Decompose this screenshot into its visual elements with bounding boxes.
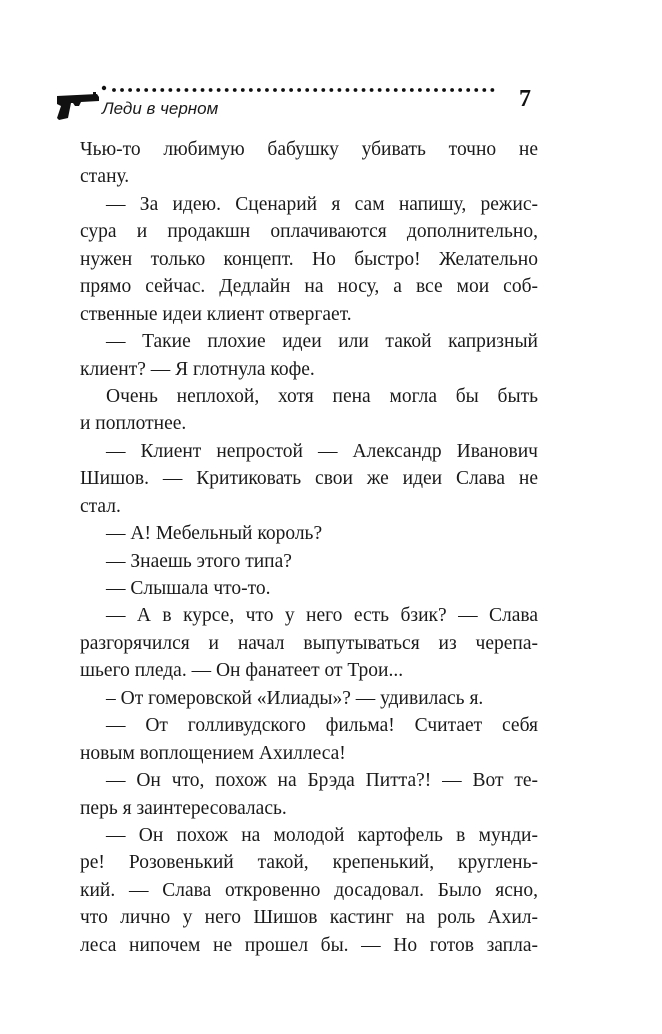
text-line: шьего пледа. — Он фанатеет от Трои... (80, 660, 404, 682)
text-line: новым воплощением Ахиллеса! (80, 742, 346, 764)
text-line: прямо сейчас. Дедлайн на носу, а все мои соб- (80, 276, 538, 298)
text-line: клиент? — Я глотнула кофе. (80, 358, 315, 380)
page-header (0, 0, 662, 130)
text-line: и поплотнее. (80, 413, 187, 435)
text-line: нужен только концепт. Но быстро! Желательно (80, 248, 538, 270)
text-line: перь я заинтересовалась. (80, 797, 287, 819)
text-line: — Слышала что-то. (106, 578, 271, 599)
text-line: Очень неплохой, хотя пена могла бы быть (106, 385, 538, 407)
text-line: сура и продакшн оплачиваются дополнительно, (80, 221, 538, 243)
text-line: — Он что, похож на Брэда Питта?! — Вот те- (106, 770, 538, 792)
running-title: Леди в черном (102, 99, 219, 118)
revolver-icon (55, 92, 101, 122)
text-line: — Знаешь этого типа? (106, 550, 292, 572)
text-line: — А в курсе, что у него есть бзик? — Слава (106, 605, 538, 627)
text-line: кий. — Слава откровенно досадовал. Было ясно, (80, 879, 538, 901)
text-line: стал. (80, 495, 121, 517)
text-line: Шишов. — Критиковать свои же идеи Слава не (80, 468, 538, 490)
text-line: — Такие плохие идеи или такой капризный (106, 331, 538, 353)
text-line: разгорячился и начал выпутываться из черепа- (80, 632, 538, 654)
text-line: — Он похож на молодой картофель в мунди- (106, 824, 538, 846)
text-line: Чью-то любимую бабушку убивать точно не (80, 139, 538, 160)
text-line: — За идею. Сценарий я сам напишу, режис- (106, 193, 538, 215)
text-body (80, 136, 538, 959)
text-line: — Клиент непростой — Александр Иванович (106, 440, 538, 462)
text-line: ре! Розовенький такой, крепенький, круглень- (80, 852, 538, 874)
page-number: 7 (519, 86, 531, 112)
text-line: стану. (80, 166, 130, 188)
text-line: — А! Мебельный король? (106, 523, 323, 545)
header-dotted-rule (100, 84, 500, 96)
text-line: что лично у него Шишов кастинг на роль Ахил- (80, 907, 538, 929)
text-line: — От голливудского фильма! Считает себя (106, 715, 538, 737)
text-line: – От гомеровской «Илиады»? — удивилась я. (106, 687, 484, 709)
text-line: леса нипочем не прошел бы. — Но готов запла- (80, 934, 538, 956)
text-line: ственные идеи клиент отвергает. (80, 303, 352, 325)
